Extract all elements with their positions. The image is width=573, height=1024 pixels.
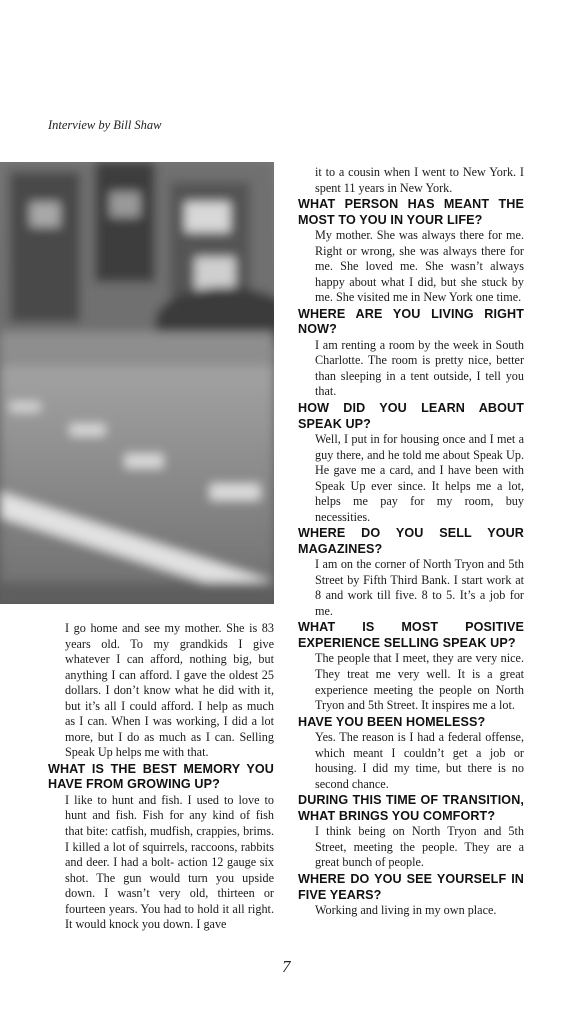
answer-text: The people that I meet, they are very nice. They treat me very well. It is a great experience meeting the people on North Tryon and 5th Street. It inspires me a lot. <box>315 651 524 713</box>
answer-text: Well, I put in for housing once and I met a guy there, and he told me about Speak Up. He gave me a card, and I have been with Speak Up ever since. It helps me a lot, helps me pay for my room, buy necessities. <box>315 432 524 524</box>
street-photo <box>0 162 274 604</box>
question-heading: DURING THIS TIME OF TRANSITION, WHAT BRINGS YOU COMFORT? <box>298 793 524 823</box>
question-heading: HOW DID YOU LEARN ABOUT SPEAK UP? <box>298 401 524 431</box>
left-column <box>48 621 274 934</box>
question-heading: HAVE YOU BEEN HOMELESS? <box>298 714 486 729</box>
question-heading: WHERE ARE YOU LIVING RIGHT NOW? <box>298 306 524 337</box>
answer-text: I am on the corner of North Tryon and 5th Street by Fifth Third Bank. I start work at 8 and work till five. 8 to 5. It’s a job for me. <box>315 557 524 618</box>
answer-text: Working and living in my own place. <box>315 903 497 917</box>
byline: Interview by Bill Shaw <box>48 118 162 132</box>
answer-text: I like to hunt and fish. I used to love to hunt and fish. Fish for any kind of fish that bite: catfish, mudfish, crappies, brims. I killed a lot of squirrels, raccoons, rabbits and deer. I had a bolt- action 12 gauge six shot. The gun would turn you upside down. I wasn’t very old, thirteen or fourteen years. You had to hold it all right. It would knock you down. I gave <box>65 792 274 932</box>
question-heading: WHAT IS MOST POSITIVE EXPERIENCE SELLING SPEAK UP? <box>298 620 524 650</box>
answer-text: I think being on North Tryon and 5th Street, meeting the people. They are a great bunch of people. <box>315 824 524 870</box>
question-heading: WHAT IS THE BEST MEMORY YOU HAVE FROM GROWING UP? <box>48 761 274 792</box>
answer-text: I am renting a room by the week in South Charlotte. The room is pretty nice, better than sleeping in a tent outside, I tell you that. <box>315 337 524 399</box>
right-column <box>298 165 524 920</box>
question-heading: WHERE DO YOU SEE YOURSELF IN FIVE YEARS? <box>298 872 524 902</box>
answer-text: My mother. She was always there for me. Right or wrong, she was always there for me. She loved me. She wasn’t always happy about what I did, but she stuck by me. She visited me in New York one time. <box>315 228 524 305</box>
question-heading: WHAT PERSON HAS MEANT THE MOST TO YOU IN YOUR LIFE? <box>298 197 524 227</box>
answer-continuation: it to a cousin when I went to New York. I spent 11 years in New York. <box>315 165 524 195</box>
answer-text: Yes. The reason is I had a federal offense, which meant I couldn’t get a job or housing. I did my time, but there is no second chance. <box>315 730 524 791</box>
question-heading: WHERE DO YOU SELL YOUR MAGAZINES? <box>298 526 524 556</box>
answer-continuation: I go home and see my mother. She is 83 years old. To my grandkids I give whatever I can afford, nothing big, but anything I can afford. I gave the oldest 25 dollars. I don’t know what he did with it, but it’s all I could afford. I help as much as I can. When I was working, I did a lot more, but I do as much as I can. Selling Speak Up helps me with that. <box>65 621 274 760</box>
page-number: 7 <box>282 957 291 976</box>
